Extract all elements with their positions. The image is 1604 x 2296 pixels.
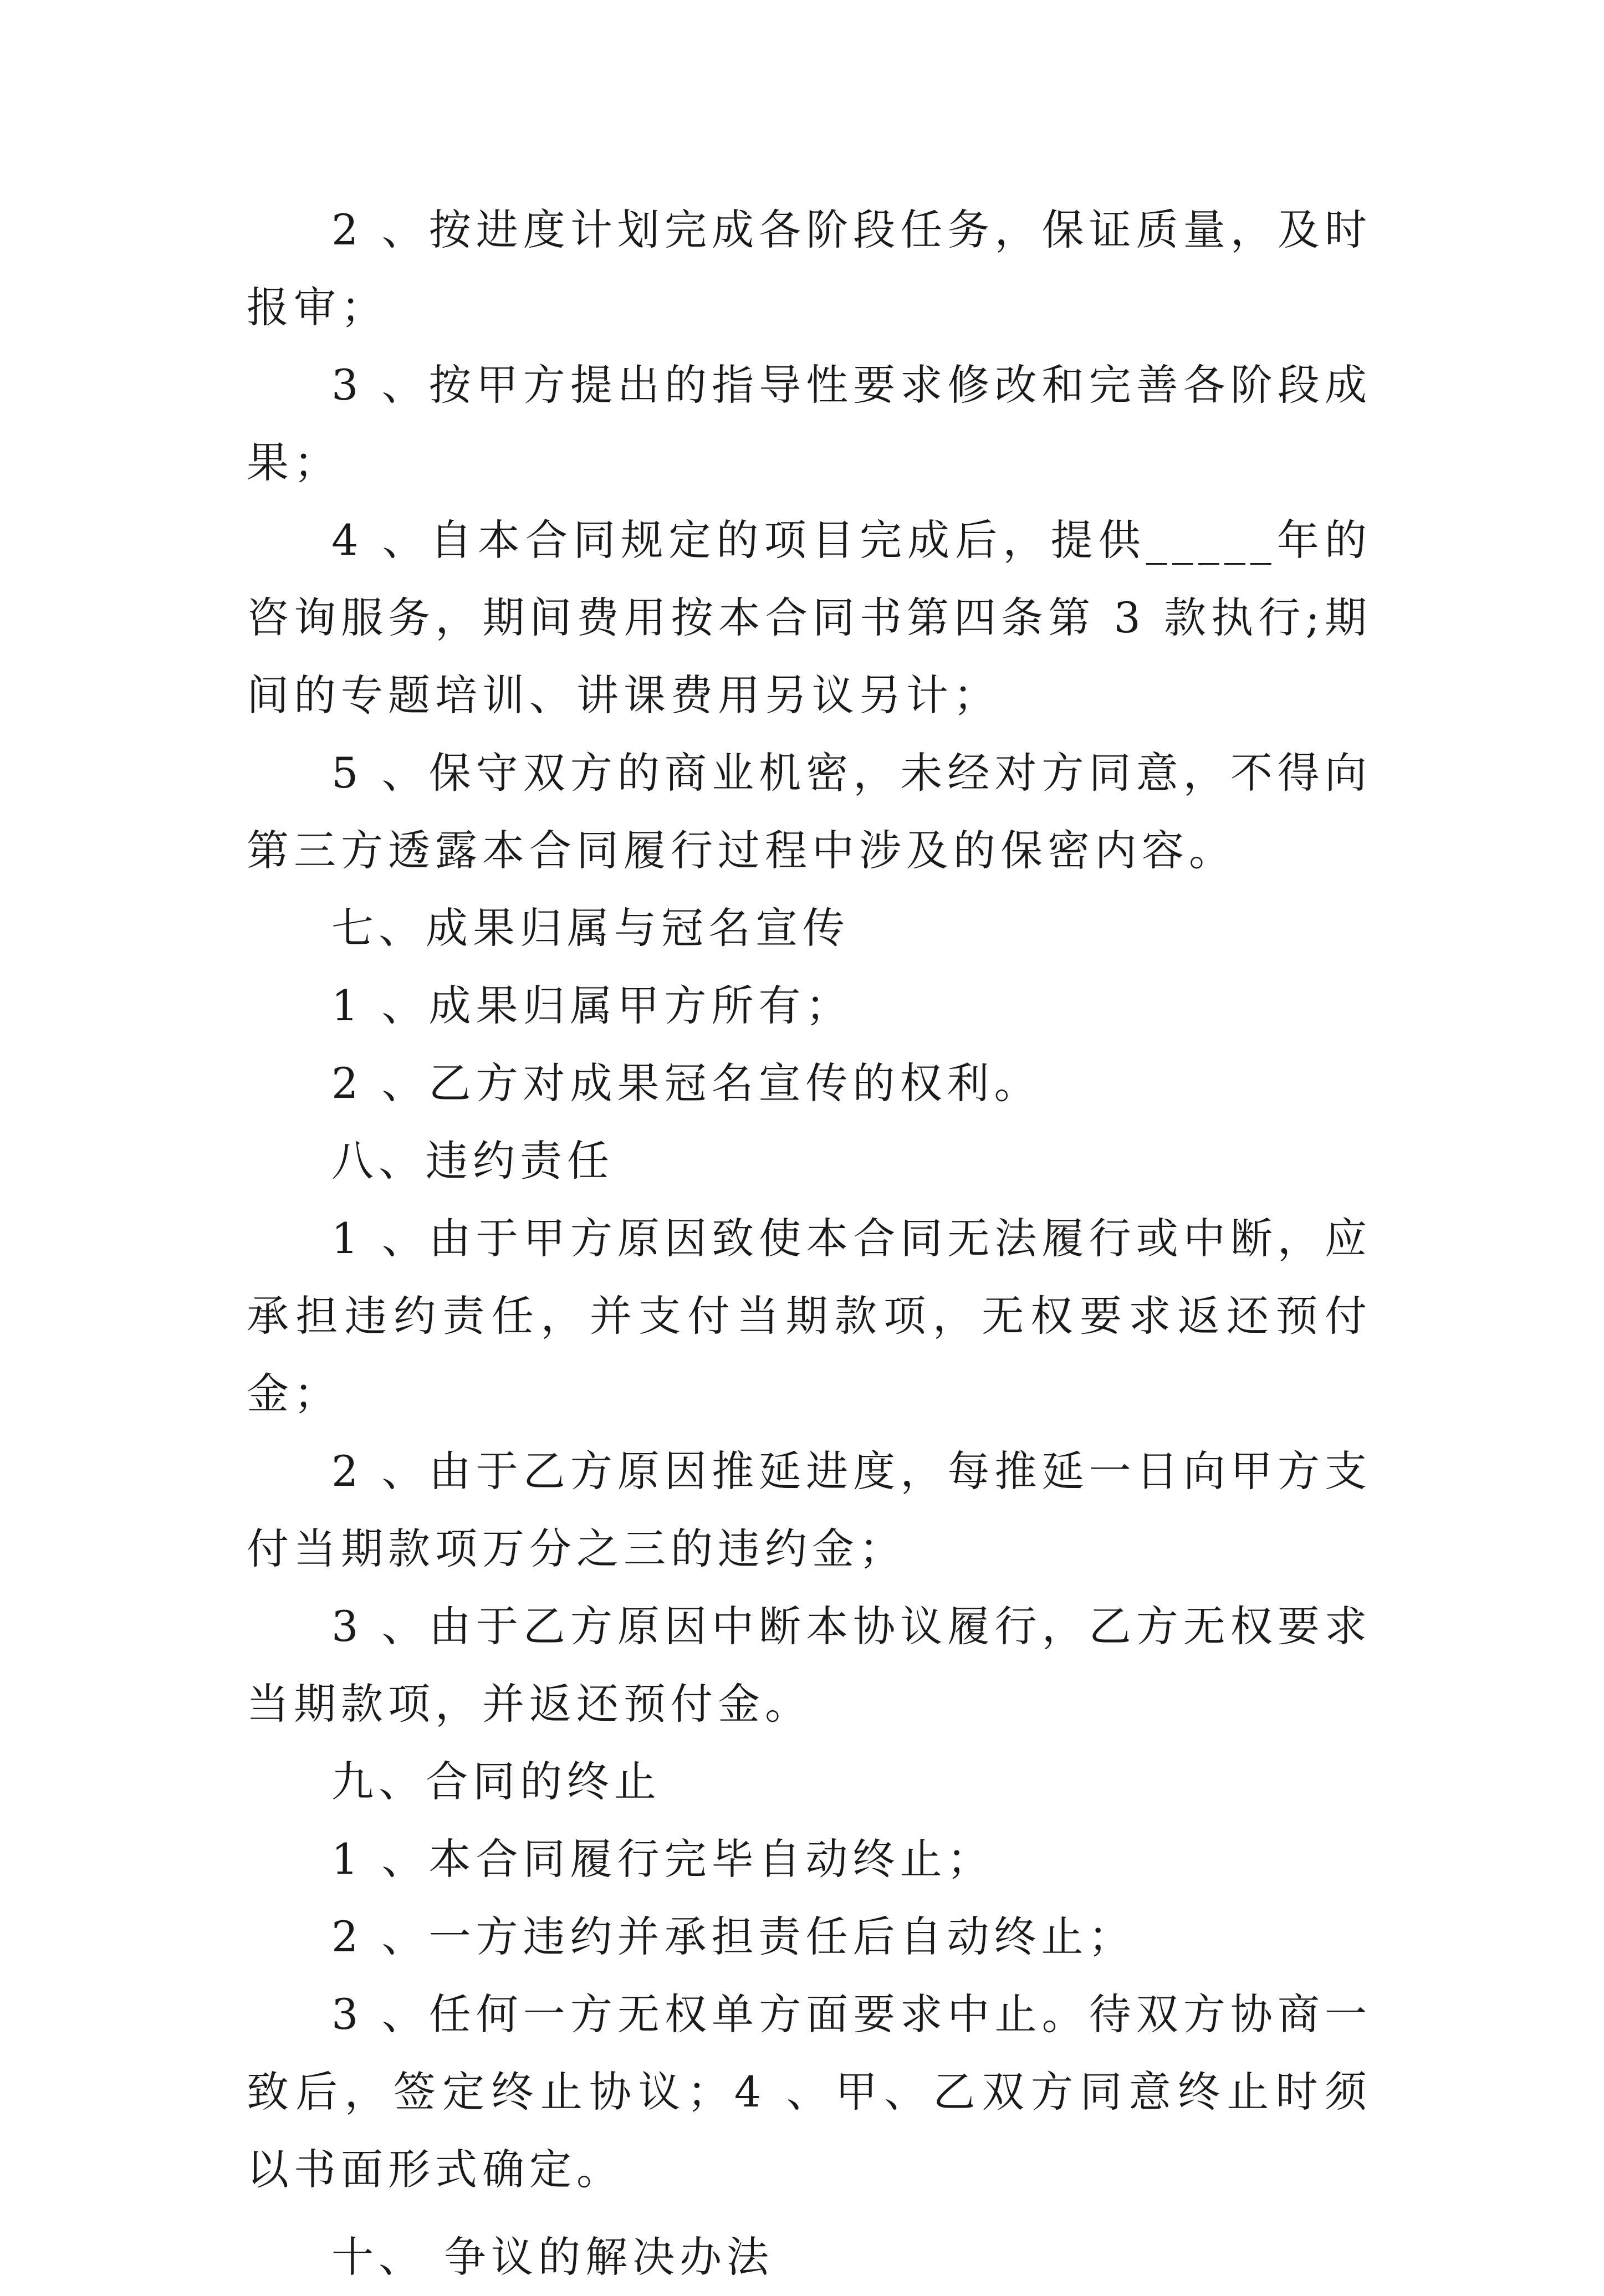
clause-8-item-3: 3 、由于乙方原因中断本协议履行，乙方无权要求当期款项，并返还预付金。 <box>247 1602 1372 1729</box>
clause-9-item-2: 2 、一方违约并承担责任后自动终止； <box>331 1912 1136 1961</box>
clause-6-item-3: 3 、按甲方提出的指导性要求修改和完善各阶段成果； <box>247 360 1372 487</box>
document-body <box>247 191 1372 2296</box>
section-heading-7: 七、成果归属与冠名宣传 <box>331 903 850 953</box>
clause-9-item-3-4: 3 、任何一方无权单方面要求中止。待双方协商一致后，签定终止协议；4 、甲、乙双方同意终止时须以书面形式确定。 <box>247 1990 1372 2194</box>
section-heading-10: 十、 争议的解决办法 <box>331 2232 774 2282</box>
clause-6-item-2: 2 、按进度计划完成各阶段任务，保证质量，及时报审； <box>247 205 1372 332</box>
clause-7-item-2: 2 、乙方对成果冠名宣传的权利。 <box>331 1058 1041 1108</box>
section-heading-8: 八、违约责任 <box>331 1136 614 1185</box>
clause-8-item-2: 2 、由于乙方原因推延进度，每推延一日向甲方支付当期款项万分之三的违约金； <box>247 1446 1372 1573</box>
clause-8-item-1: 1 、由于甲方原因致使本合同无法履行或中断，应承担违约责任，并支付当期款项，无权要求返还预付金； <box>247 1214 1372 1418</box>
clause-7-item-1: 1 、成果归属甲方所有； <box>331 981 853 1030</box>
clause-6-item-4: 4 、自本合同规定的项目完成后，提供_____年的咨询服务，期间费用按本合同书第四条第 3 款执行;期间的专题培训、讲课费用另议另计； <box>247 515 1372 720</box>
section-heading-9: 九、合同的终止 <box>331 1757 661 1806</box>
clause-6-item-5: 5 、保守双方的商业机密，未经对方同意，不得向第三方透露本合同履行过程中涉及的保密内容。 <box>247 748 1372 875</box>
clause-9-item-1: 1 、本合同履行完毕自动终止； <box>331 1834 994 1884</box>
